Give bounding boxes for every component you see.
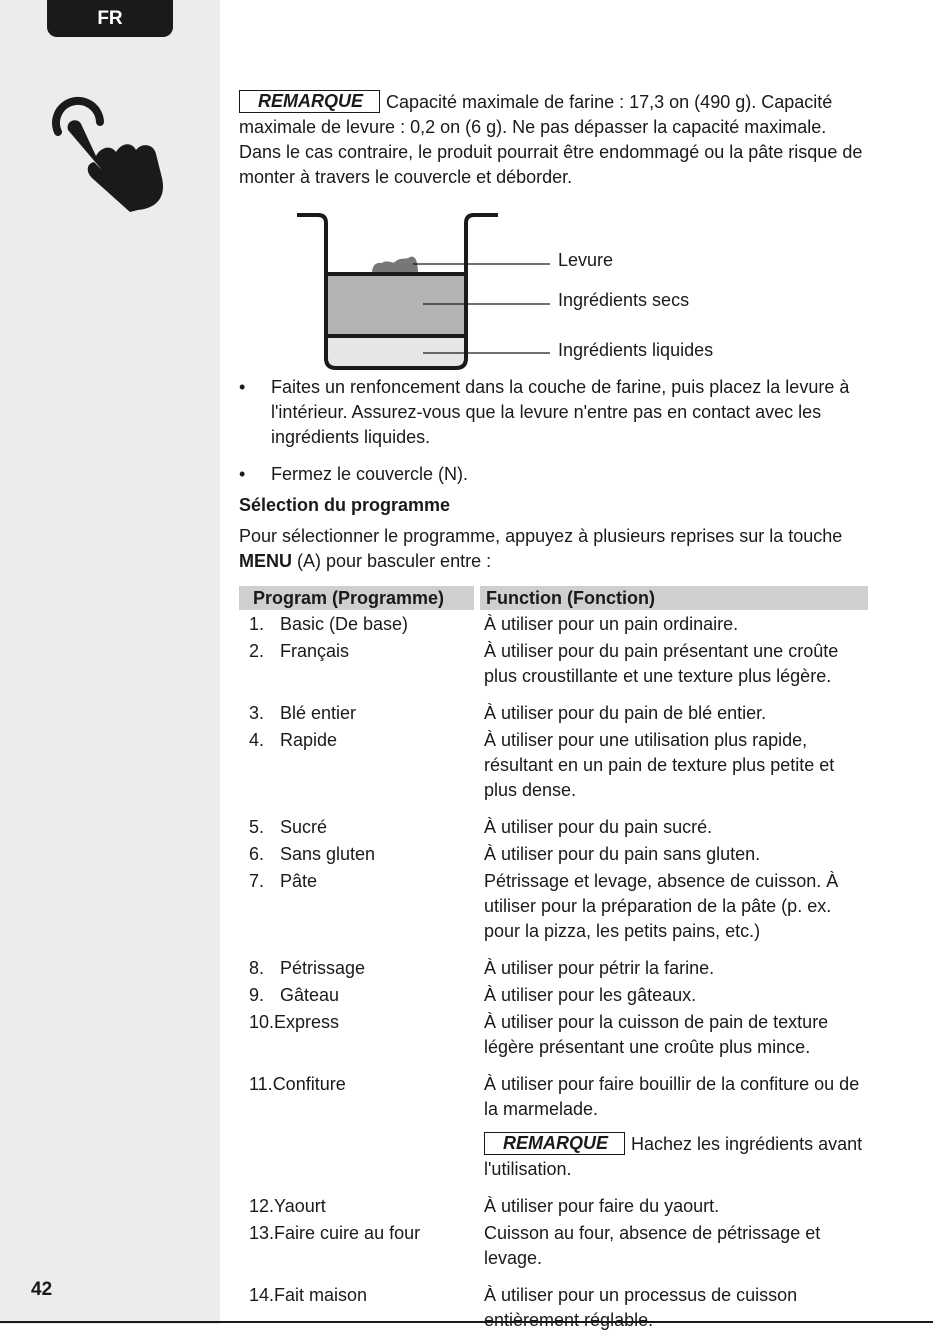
- note-body: Capacité maximale de levure : 0,2 on (6 g). Ne pas dépasser la capacité maximale. Dans le cas contraire, le produit pourrait être endommagé ou la pâte risque de monter à travers le couvercle et déborder.: [239, 92, 863, 187]
- program-number: 8.: [249, 958, 265, 978]
- program-cell: [239, 726, 477, 813]
- table-row: [239, 1219, 868, 1281]
- program-name: Rapide: [280, 730, 338, 750]
- program-cell: [239, 610, 477, 637]
- section-intro: [239, 524, 864, 574]
- ingredient-layer-diagram: [239, 198, 864, 373]
- table-row: [239, 726, 868, 813]
- program-number: 2.: [249, 641, 265, 661]
- program-name: Français: [280, 641, 350, 661]
- function-cell: [477, 981, 868, 1008]
- table-row: [239, 1008, 868, 1070]
- function-cell: [477, 726, 868, 813]
- program-name: Express: [274, 1012, 340, 1032]
- program-name: Gâteau: [280, 985, 340, 1005]
- program-cell: [239, 1070, 477, 1192]
- function-cell: [477, 637, 868, 699]
- function-text: À utiliser pour une utilisation plus rapide, résultant en un pain de texture plus petite et plus dense.: [484, 730, 835, 800]
- function-cell: [477, 1281, 868, 1333]
- function-text: À utiliser pour du pain présentant une croûte plus croustillante et une texture plus légère.: [484, 641, 839, 686]
- function-text: À utiliser pour faire du yaourt.: [484, 1196, 720, 1216]
- program-cell: [239, 840, 477, 867]
- program-rows: [239, 610, 868, 1333]
- table-row: [239, 610, 868, 637]
- list-item: • Fermez le couvercle (N).: [239, 462, 864, 487]
- note-first-line: Capacité maximale de farine : 17,3 on (490 g).: [386, 92, 757, 112]
- function-cell: [477, 1008, 868, 1070]
- program-number: 6.: [249, 844, 265, 864]
- program-cell: [239, 954, 477, 981]
- program-name: Yaourt: [274, 1196, 326, 1216]
- remark-label: REMARQUE: [484, 1132, 625, 1155]
- remark-text: Hachez les ingrédients avant l'utilisation.: [484, 1134, 863, 1179]
- intro-text: Pour sélectionner le programme, appuyez à plusieurs reprises sur la touche: [239, 526, 843, 546]
- program-cell: [239, 1219, 477, 1281]
- function-cell: [477, 1219, 868, 1281]
- page-number: 42: [31, 1279, 53, 1300]
- program-number: 7.: [249, 871, 265, 891]
- table-row: [239, 954, 868, 981]
- program-cell: [239, 813, 477, 840]
- table-row: [239, 840, 868, 867]
- function-text: À utiliser pour du pain de blé entier.: [484, 703, 767, 723]
- function-text: À utiliser pour pétrir la farine.: [484, 958, 715, 978]
- function-text: Cuisson au four, absence de pétrissage et levage.: [484, 1223, 821, 1268]
- column-header-function: Function (Fonction): [477, 586, 868, 610]
- program-number: 4.: [249, 730, 265, 750]
- function-cell: [477, 610, 868, 637]
- hand-touch-icon: [52, 92, 170, 214]
- program-cell: [239, 1281, 477, 1333]
- yeast-mound: [372, 257, 418, 274]
- function-text: À utiliser pour un processus de cuisson entièrement réglable.: [484, 1285, 798, 1330]
- function-cell: [477, 813, 868, 840]
- program-name: Pâte: [280, 871, 318, 891]
- label-liquid-ingredients: Ingrédients liquides: [558, 340, 714, 360]
- function-text: À utiliser pour les gâteaux.: [484, 985, 697, 1005]
- program-number: 5.: [249, 817, 265, 837]
- table-row: [239, 1070, 868, 1192]
- table-header-row: [239, 586, 868, 610]
- table-row: [239, 1281, 868, 1333]
- program-name: Faire cuire au four: [274, 1223, 421, 1243]
- function-cell: [477, 954, 868, 981]
- function-text: À utiliser pour du pain sucré.: [484, 817, 713, 837]
- table-row: [239, 1192, 868, 1219]
- function-cell: [477, 1070, 868, 1192]
- label-dry-ingredients: Ingrédients secs: [558, 290, 690, 310]
- function-cell: [477, 840, 868, 867]
- program-number: 12.: [249, 1196, 275, 1216]
- language-tab: [47, 0, 173, 37]
- table-row: [239, 813, 868, 840]
- program-number: 3.: [249, 703, 265, 723]
- section-title: Sélection du programme: [239, 495, 451, 515]
- function-cell: [477, 699, 868, 726]
- program-table: [239, 586, 868, 1333]
- table-row: [239, 981, 868, 1008]
- intro-text-end: (A) pour basculer entre :: [292, 551, 492, 571]
- program-cell: [239, 1008, 477, 1070]
- program-name: Basic (De base): [280, 614, 409, 634]
- label-yeast: Levure: [558, 250, 614, 270]
- confiture-remark: [484, 1132, 868, 1182]
- function-text: À utiliser pour faire bouillir de la confiture ou de la marmelade.: [484, 1074, 860, 1119]
- program-name: Sucré: [280, 817, 328, 837]
- table-row: [239, 637, 868, 699]
- table-row: [239, 867, 868, 954]
- dry-layer: [328, 274, 464, 336]
- capacity-note: [239, 90, 864, 190]
- program-number: 13.: [249, 1223, 275, 1243]
- function-text: Pétrissage et levage, absence de cuisson. À utiliser pour la préparation de la pâte (p. ex. pour la pizza, les petits pains, etc.): [484, 871, 839, 941]
- function-text: À utiliser pour un pain ordinaire.: [484, 614, 739, 634]
- program-cell: [239, 699, 477, 726]
- program-number: 9.: [249, 985, 265, 1005]
- program-number: 1.: [249, 614, 265, 634]
- function-cell: [477, 1192, 868, 1219]
- program-name: Confiture: [272, 1074, 346, 1094]
- program-cell: [239, 981, 477, 1008]
- column-header-program: Program (Programme): [239, 586, 477, 610]
- function-text: À utiliser pour du pain sans gluten.: [484, 844, 761, 864]
- list-item: • Faites un renfoncement dans la couche de farine, puis placez la levure à l'intérieur. Assurez-vous que la levure n'entre pas en contact avec les ingrédients liquides.: [239, 375, 864, 450]
- program-number: 14.: [249, 1285, 275, 1305]
- main-content: [239, 90, 864, 1333]
- function-cell: [477, 867, 868, 954]
- program-name: Blé entier: [280, 703, 357, 723]
- remark-label: REMARQUE: [239, 90, 380, 113]
- program-cell: [239, 1192, 477, 1219]
- program-name: Pétrissage: [280, 958, 366, 978]
- program-number: 10.: [249, 1012, 275, 1032]
- table-row: [239, 699, 868, 726]
- program-name: Sans gluten: [280, 844, 376, 864]
- program-number: 11.: [249, 1074, 273, 1094]
- liquid-layer: [328, 336, 464, 366]
- program-cell: [239, 637, 477, 699]
- menu-key-label: MENU: [239, 551, 292, 571]
- instruction-list: [239, 375, 864, 487]
- program-name: Fait maison: [274, 1285, 368, 1305]
- program-cell: [239, 867, 477, 954]
- language-label: FR: [97, 7, 123, 29]
- function-text: À utiliser pour la cuisson de pain de texture légère présentant une croûte plus mince.: [484, 1012, 829, 1057]
- bread-pan-figure: [239, 198, 864, 373]
